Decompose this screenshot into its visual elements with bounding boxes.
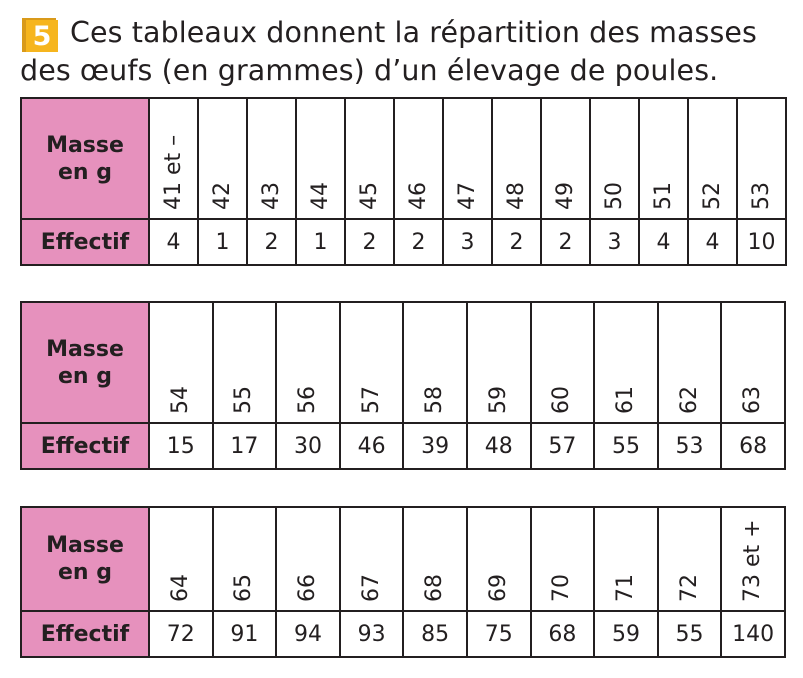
masse-value: 62 bbox=[676, 386, 702, 414]
masse-row bbox=[21, 98, 786, 219]
effectif-value: 17 bbox=[213, 423, 277, 469]
masse-cell bbox=[340, 507, 404, 611]
masse-header-cell bbox=[21, 98, 149, 219]
masse-cell bbox=[658, 507, 722, 611]
effectif-value: 2 bbox=[492, 219, 541, 265]
masse-cell bbox=[403, 302, 467, 423]
masse-cell bbox=[721, 507, 785, 611]
masse-value: 50 bbox=[601, 182, 627, 210]
mass-table-3 bbox=[20, 506, 786, 658]
masse-value: 51 bbox=[650, 182, 676, 210]
masse-header-line1: Masse bbox=[46, 336, 124, 362]
effectif-row bbox=[21, 219, 786, 265]
masse-header-line2: en g bbox=[58, 363, 112, 389]
masse-value: 57 bbox=[358, 386, 384, 414]
masse-value: 49 bbox=[552, 182, 578, 210]
masse-cell bbox=[345, 98, 394, 219]
masse-cell bbox=[737, 98, 786, 219]
masse-cell bbox=[443, 98, 492, 219]
effectif-value: 55 bbox=[658, 611, 722, 657]
effectif-value: 10 bbox=[737, 219, 786, 265]
masse-cell bbox=[296, 98, 345, 219]
masse-cell bbox=[688, 98, 737, 219]
effectif-value: 30 bbox=[276, 423, 340, 469]
masse-header-cell bbox=[21, 507, 149, 611]
masse-header-line1: Masse bbox=[46, 533, 124, 558]
masse-cell bbox=[590, 98, 639, 219]
effectif-value: 2 bbox=[247, 219, 296, 265]
effectif-value: 48 bbox=[467, 423, 531, 469]
masse-cell bbox=[276, 302, 340, 423]
masse-cell bbox=[594, 507, 658, 611]
exercise-intro-text: Ces tableaux donnent la répartition des masses des œufs (en grammes) d’un élevage de poules. bbox=[20, 16, 757, 87]
masse-cell bbox=[639, 98, 688, 219]
effectif-value: 4 bbox=[688, 219, 737, 265]
effectif-value: 46 bbox=[340, 423, 404, 469]
effectif-value: 55 bbox=[594, 423, 658, 469]
masse-value: 41 et – bbox=[160, 134, 186, 210]
masse-value: 59 bbox=[485, 386, 511, 414]
masse-value: 53 bbox=[748, 182, 774, 210]
effectif-value: 68 bbox=[531, 611, 595, 657]
masse-cell bbox=[213, 507, 277, 611]
effectif-value: 57 bbox=[531, 423, 595, 469]
effectif-header-cell: Effectif bbox=[21, 611, 149, 657]
effectif-header-cell: Effectif bbox=[21, 423, 149, 469]
effectif-value: 72 bbox=[149, 611, 213, 657]
masse-value: 69 bbox=[485, 574, 511, 602]
effectif-value: 2 bbox=[345, 219, 394, 265]
masse-cell bbox=[721, 302, 785, 423]
masse-value: 65 bbox=[231, 574, 257, 602]
effectif-value: 85 bbox=[403, 611, 467, 657]
effectif-value: 4 bbox=[639, 219, 688, 265]
masse-cell bbox=[149, 98, 198, 219]
masse-cell bbox=[658, 302, 722, 423]
masse-value: 54 bbox=[167, 386, 193, 414]
effectif-value: 1 bbox=[198, 219, 247, 265]
effectif-value: 15 bbox=[149, 423, 213, 469]
masse-value: 46 bbox=[405, 182, 431, 210]
masse-value: 72 bbox=[676, 574, 702, 602]
effectif-value: 1 bbox=[296, 219, 345, 265]
masse-value: 63 bbox=[740, 386, 766, 414]
masse-row bbox=[21, 507, 785, 611]
mass-table-2 bbox=[20, 301, 786, 470]
masse-header-cell bbox=[21, 302, 149, 423]
masse-value: 44 bbox=[307, 182, 333, 210]
exercise-number: 5 bbox=[26, 20, 58, 52]
masse-value: 64 bbox=[167, 574, 193, 602]
masse-cell bbox=[247, 98, 296, 219]
effectif-value: 2 bbox=[541, 219, 590, 265]
masse-value: 47 bbox=[454, 182, 480, 210]
masse-value: 73 et + bbox=[740, 519, 766, 602]
effectif-row bbox=[21, 423, 785, 469]
masse-value: 52 bbox=[699, 182, 725, 210]
masse-value: 71 bbox=[612, 574, 638, 602]
effectif-value: 91 bbox=[213, 611, 277, 657]
effectif-value: 39 bbox=[403, 423, 467, 469]
effectif-value: 68 bbox=[721, 423, 785, 469]
masse-value: 56 bbox=[294, 386, 320, 414]
masse-value: 61 bbox=[612, 386, 638, 414]
masse-cell bbox=[394, 98, 443, 219]
masse-cell bbox=[467, 302, 531, 423]
masse-value: 70 bbox=[549, 574, 575, 602]
masse-cell bbox=[403, 507, 467, 611]
masse-row bbox=[21, 302, 785, 423]
masse-cell bbox=[492, 98, 541, 219]
effectif-header-cell: Effectif bbox=[21, 219, 149, 265]
masse-header-line1: Masse bbox=[46, 132, 124, 158]
masse-cell bbox=[149, 507, 213, 611]
effectif-value: 94 bbox=[276, 611, 340, 657]
effectif-value: 140 bbox=[721, 611, 785, 657]
effectif-value: 59 bbox=[594, 611, 658, 657]
effectif-row bbox=[21, 611, 785, 657]
masse-value: 60 bbox=[549, 386, 575, 414]
masse-value: 42 bbox=[209, 182, 235, 210]
effectif-value: 2 bbox=[394, 219, 443, 265]
masse-cell bbox=[198, 98, 247, 219]
masse-value: 55 bbox=[231, 386, 257, 414]
masse-header-line2: en g bbox=[58, 159, 112, 185]
masse-value: 68 bbox=[422, 574, 448, 602]
masse-value: 45 bbox=[356, 182, 382, 210]
effectif-value: 53 bbox=[658, 423, 722, 469]
effectif-value: 4 bbox=[149, 219, 198, 265]
masse-cell bbox=[467, 507, 531, 611]
masse-cell bbox=[541, 98, 590, 219]
effectif-value: 3 bbox=[590, 219, 639, 265]
masse-value: 58 bbox=[422, 386, 448, 414]
effectif-value: 75 bbox=[467, 611, 531, 657]
masse-cell bbox=[531, 507, 595, 611]
masse-value: 48 bbox=[503, 182, 529, 210]
masse-value: 67 bbox=[358, 574, 384, 602]
masse-cell bbox=[340, 302, 404, 423]
effectif-value: 3 bbox=[443, 219, 492, 265]
masse-cell bbox=[531, 302, 595, 423]
effectif-value: 93 bbox=[340, 611, 404, 657]
masse-cell bbox=[276, 507, 340, 611]
masse-value: 66 bbox=[294, 574, 320, 602]
masse-cell bbox=[213, 302, 277, 423]
masse-cell bbox=[594, 302, 658, 423]
masse-cell bbox=[149, 302, 213, 423]
mass-table-1 bbox=[20, 97, 787, 266]
masse-header-line2: en g bbox=[58, 560, 112, 585]
masse-value: 43 bbox=[258, 182, 284, 210]
